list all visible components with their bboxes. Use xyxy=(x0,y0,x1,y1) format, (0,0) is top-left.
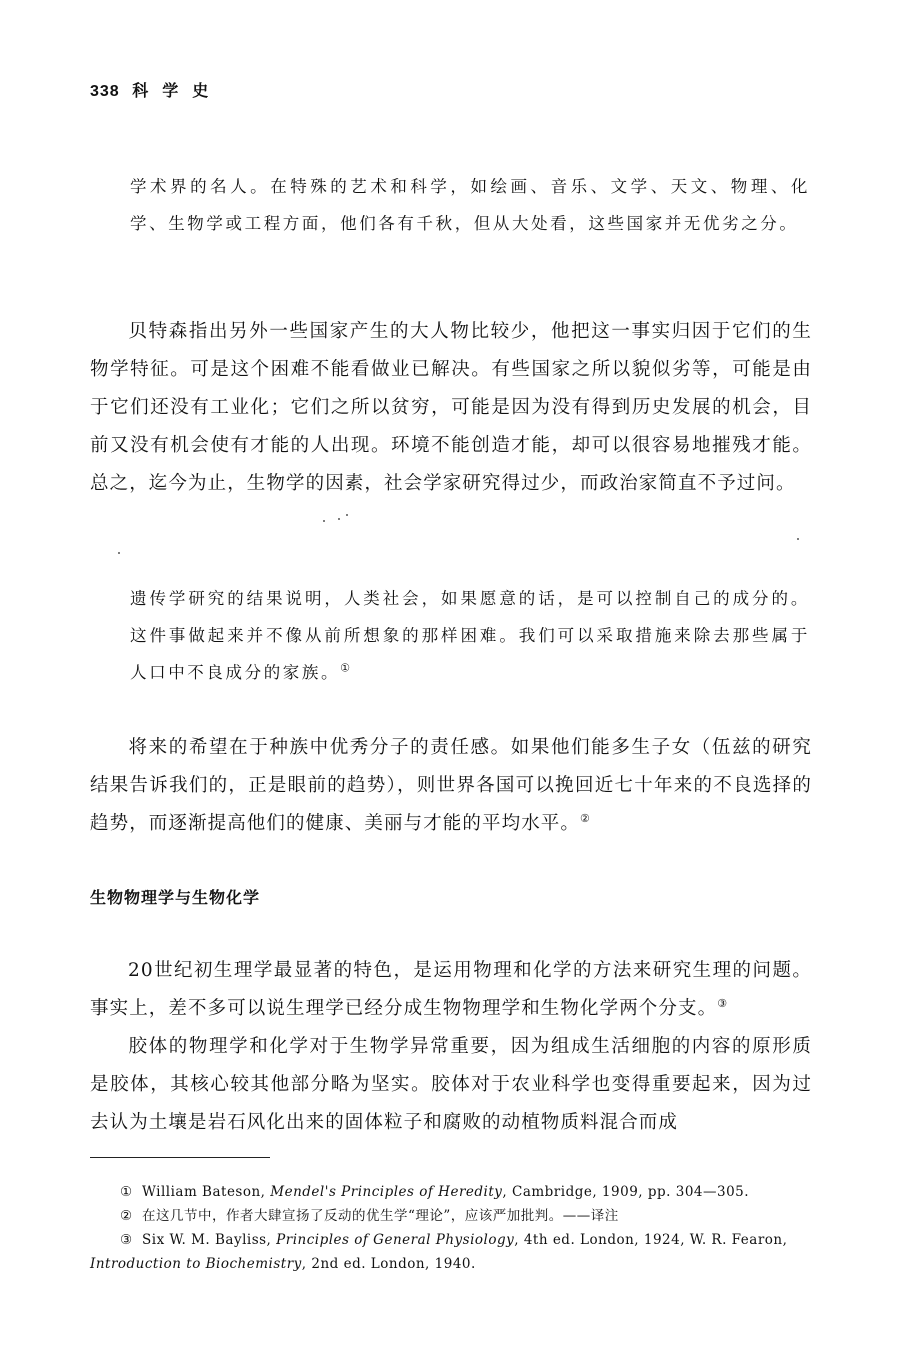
paragraph-1-text: 贝特森指出另外一些国家产生的大人物比较少，他把这一事实归因于它们的生物学特征。可是这个困难不能看做业已解决。有些国家之所以貌似劣等，可能是由于它们还没有工业化；它们之所以贫穷，可能是因为没有得到历史发展的机会，目前又没有机会使有才能的人出现。环境不能创造才能，却可以很容易地摧残才能。总之，迄今为止，生物学的因素，社会学家研究得过少，而政治家简直不予过问。 xyxy=(90,321,812,494)
paragraph-3 xyxy=(90,952,812,1028)
footnote-3 xyxy=(90,1228,812,1276)
block-quote-2 xyxy=(130,580,810,691)
footnote-3-work-title-2: Introduction to Biochemistry xyxy=(90,1256,302,1272)
print-speck xyxy=(797,538,799,540)
paragraph-2-text: 将来的希望在于种族中优秀分子的责任感。如果他们能多生子女（伍兹的研究结果告诉我们的，正是眼前的趋势），则世界各国可以挽回近七十年来的不良选择的趋势，而逐渐提高他们的健康、美丽与才能的平均水平。 xyxy=(90,737,812,834)
section-heading: 生物物理学与生物化学 xyxy=(90,888,261,907)
footnote-1-details: , Cambridge, 1909, pp. 304—305. xyxy=(502,1184,750,1200)
paragraph-3-text: 20世纪初生理学最显著的特色，是运用物理和化学的方法来研究生理的问题。事实上，差不多可以说生理学已经分成生物物理学和生物化学两个分支。 xyxy=(90,960,812,1019)
footnote-1 xyxy=(90,1180,812,1204)
paragraph-4-text: 胶体的物理学和化学对于生物学异常重要，因为组成生活细胞的内容的原形质是胶体，其核心较其他部分略为坚实。胶体对于农业科学也变得重要起来，因为过去认为土壤是岩石风化出来的固体粒子和腐败的动植物质料混合而成 xyxy=(90,1036,812,1133)
print-speck xyxy=(338,518,340,520)
footnote-3-author: Six W. M. Bayliss, xyxy=(142,1232,277,1248)
footnote-3-mark: ③ xyxy=(120,1232,133,1248)
footnote-2 xyxy=(90,1204,812,1228)
book-title: 科学史 xyxy=(132,81,223,100)
print-speck xyxy=(346,514,348,516)
paragraph-4 xyxy=(90,1028,812,1142)
footnote-3-details: , 4th ed. London, 1924, W. R. Fearon, xyxy=(514,1232,788,1248)
footnote-3-work-title: Principles of General Physiology xyxy=(276,1232,515,1248)
print-speck xyxy=(118,552,120,554)
page-number: 338 xyxy=(90,83,120,100)
footnote-2-mark: ② xyxy=(120,1208,133,1224)
block-quote-1: 学术界的名人。在特殊的艺术和科学，如绘画、音乐、文学、天文、物理、化学、生物学或工程方面，他们各有千秋，但从大处看，这些国家并无优劣之分。 xyxy=(130,177,810,233)
footnote-ref-3[interactable]: ③ xyxy=(717,996,729,1010)
footnote-3-details-2: , 2nd ed. London, 1940. xyxy=(301,1256,476,1272)
footnote-divider xyxy=(90,1157,270,1158)
block-quote-2-text: 遗传学研究的结果说明，人类社会，如果愿意的话，是可以控制自己的成分的。这件事做起来并不像从前所想象的那样困难。我们可以采取措施来除去那些属于人口中不良成分的家族。 xyxy=(130,589,810,682)
running-header xyxy=(90,78,222,101)
footnote-1-mark: ① xyxy=(120,1184,133,1200)
footnote-2-text: 在这几节中，作者大肆宣扬了反动的优生学“理论”，应该严加批判。——译注 xyxy=(142,1208,619,1224)
paragraph-2 xyxy=(90,729,812,843)
footnote-ref-1[interactable]: ① xyxy=(340,661,353,675)
footnote-1-author: William Bateson, xyxy=(142,1184,271,1200)
footnote-ref-2[interactable]: ② xyxy=(580,811,591,825)
footnote-1-work-title: Mendel's Principles of Heredity xyxy=(270,1184,503,1200)
print-speck xyxy=(323,520,325,522)
paragraph-1 xyxy=(90,313,812,503)
